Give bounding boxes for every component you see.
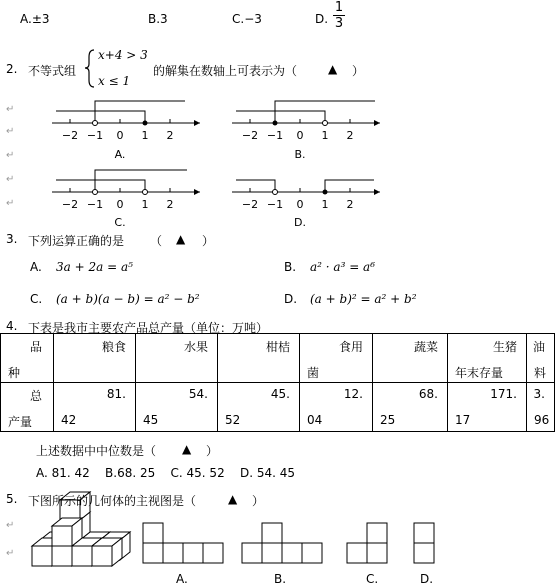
square-cell <box>414 543 434 563</box>
q5-label-d: D. <box>420 572 434 586</box>
square-cell <box>367 523 387 543</box>
square-cell <box>347 543 367 563</box>
number-line-b <box>232 101 380 161</box>
option-b-figure <box>242 523 322 563</box>
q4-question: 上述数据中中位数是（ <box>36 444 157 458</box>
q1-option-d-prefix: D. <box>315 12 329 26</box>
tick-label: 1 <box>321 129 329 142</box>
q2-prefix: 不等式组 <box>28 64 77 78</box>
table-cell: 171. 17 <box>448 383 527 432</box>
q4-triangle: ▲ <box>182 442 192 456</box>
open-point <box>93 190 98 195</box>
arrow-icon <box>194 120 200 126</box>
square-cell <box>203 543 223 563</box>
q3-open: （ <box>150 234 163 248</box>
table-cell: 蔬菜 <box>373 334 448 383</box>
q5-label-a: A. <box>176 572 188 586</box>
open-point <box>93 121 98 126</box>
square-cell <box>183 543 203 563</box>
square-cell <box>367 543 387 563</box>
square-cell <box>414 523 434 543</box>
square-cell <box>262 543 282 563</box>
q2-brace <box>85 50 94 87</box>
tick-label: 0 <box>296 198 304 211</box>
tick-label: 0 <box>296 129 304 142</box>
number-line-label: A. <box>114 148 126 161</box>
range-bracket <box>56 111 145 123</box>
tick-label: −1 <box>86 198 104 211</box>
tick-label: 0 <box>116 198 124 211</box>
range-bracket <box>236 180 275 192</box>
table-cell: 生猪 年末存量 <box>448 334 527 383</box>
tick-label: 1 <box>141 198 149 211</box>
q2-suffix: 的解集在数轴上可表示为（ <box>153 64 298 78</box>
closed-point <box>273 121 278 126</box>
open-point <box>143 190 148 195</box>
open-point <box>323 121 328 126</box>
arrow-icon <box>194 189 200 195</box>
arrow-icon <box>374 189 380 195</box>
range-bracket <box>56 180 145 192</box>
q5-triangle: ▲ <box>228 492 238 506</box>
tick-label: 1 <box>321 198 329 211</box>
q3-option-b-letter: B. <box>284 260 297 274</box>
q3-number: 3. <box>6 232 18 246</box>
closed-point <box>323 190 328 195</box>
option-c-figure <box>347 523 387 563</box>
square-cell <box>282 543 302 563</box>
q3-option-c-expr: (a + b)(a − b) = a² − b² <box>56 292 200 306</box>
q3-option-d-letter: D. <box>284 292 298 306</box>
table-cell: 柑桔 <box>218 334 300 383</box>
tick-label: −1 <box>86 129 104 142</box>
table-cell: 粮食 <box>54 334 136 383</box>
q2-close: ） <box>352 64 365 78</box>
q1-fraction-numerator: 1 <box>334 0 344 15</box>
q3-close: ） <box>202 234 215 248</box>
q2-number: 2. <box>6 62 18 76</box>
q5-text: 下图所示的几何体的主视图是（ <box>28 494 197 508</box>
return-mark: ↵ <box>6 198 15 209</box>
cube-front-face <box>92 546 112 566</box>
cube-front-face <box>72 546 92 566</box>
option-d-figure <box>414 523 434 563</box>
tick-label: −2 <box>61 129 79 142</box>
square-cell <box>242 543 262 563</box>
tick-label: 1 <box>141 129 149 142</box>
q1-fraction-denominator: 3 <box>334 16 344 31</box>
q4-number: 4. <box>6 319 18 333</box>
return-mark: ↵ <box>6 150 15 161</box>
tick-label: −1 <box>266 129 284 142</box>
q4-text: 下表是我市主要农产品总产量（单位：万吨） <box>28 321 269 335</box>
table-cell: 总 产量 <box>1 383 54 432</box>
table-cell: 3. 96 <box>527 383 555 432</box>
square-cell <box>163 543 183 563</box>
q3-option-c-letter: C. <box>30 292 43 306</box>
range-bracket <box>95 170 187 192</box>
q5-label-c: C. <box>366 572 379 586</box>
table-cell: 品 种 <box>1 334 54 383</box>
production-table <box>0 333 555 432</box>
range-bracket <box>236 111 325 123</box>
tick-label: −2 <box>61 198 79 211</box>
arrow-icon <box>374 120 380 126</box>
option-a-figure <box>143 523 223 563</box>
tick-label: 2 <box>346 129 354 142</box>
q3-text: 下列运算正确的是 <box>28 234 125 248</box>
return-mark: ↵ <box>6 520 15 531</box>
q5-number: 5. <box>6 492 18 506</box>
q5-close: ） <box>252 494 265 508</box>
table-cell: 45. 52 <box>218 383 300 432</box>
square-cell <box>302 543 322 563</box>
table-cell: 81. 42 <box>54 383 136 432</box>
open-point <box>273 190 278 195</box>
q4-options: A. 81. 42 B.68. 25 C. 45. 52 D. 54. 45 <box>36 466 295 480</box>
table-data-row <box>1 383 555 432</box>
number-line-label: B. <box>294 148 306 161</box>
q2-inequality-2: x ≤ 1 <box>98 74 131 88</box>
table-cell: 12. 04 <box>300 383 373 432</box>
number-line-d <box>232 180 380 229</box>
q5-label-b: B. <box>274 572 287 586</box>
return-mark: ↵ <box>6 548 15 559</box>
return-mark: ↵ <box>6 126 15 137</box>
cube-front-face <box>52 546 72 566</box>
square-cell <box>262 523 282 543</box>
q1-option-a: A.±3 <box>20 12 50 26</box>
q3-option-d-expr: (a + b)² = a² + b² <box>310 292 417 306</box>
q3-option-a-expr: 3a + 2a = a⁵ <box>56 260 133 274</box>
table-cell: 68. 25 <box>373 383 448 432</box>
tick-label: −1 <box>266 198 284 211</box>
q3-triangle: ▲ <box>176 232 186 246</box>
q2-triangle: ▲ <box>328 62 338 76</box>
tick-label: 2 <box>166 129 174 142</box>
number-line-a <box>52 101 200 161</box>
table-header-row <box>1 334 555 383</box>
tick-label: 0 <box>116 129 124 142</box>
q4-close: ） <box>206 444 219 458</box>
range-bracket <box>95 101 185 123</box>
closed-point <box>143 121 148 126</box>
table-cell: 油 料 <box>527 334 555 383</box>
q1-option-b: B.3 <box>148 12 168 26</box>
q1-option-c: C.−3 <box>232 12 262 26</box>
q3-option-a-letter: A. <box>30 260 42 274</box>
table-cell: 54. 45 <box>136 383 218 432</box>
tick-label: −2 <box>241 129 259 142</box>
table-cell: 水果 <box>136 334 218 383</box>
tick-label: 2 <box>166 198 174 211</box>
q3-option-b-expr: a² · a³ = a⁶ <box>310 260 376 274</box>
return-mark: ↵ <box>6 104 15 115</box>
cube-front-face <box>32 546 52 566</box>
square-cell <box>143 543 163 563</box>
number-line-label: C. <box>114 216 126 229</box>
tick-label: −2 <box>241 198 259 211</box>
q2-inequality-1: x+4 > 3 <box>98 48 148 62</box>
return-mark: ↵ <box>6 174 15 185</box>
cube-front-face <box>52 526 72 546</box>
number-line-label: D. <box>294 216 306 229</box>
square-cell <box>143 523 163 543</box>
tick-label: 2 <box>346 198 354 211</box>
number-line-c <box>52 170 200 229</box>
table-cell: 食用 菌 <box>300 334 373 383</box>
